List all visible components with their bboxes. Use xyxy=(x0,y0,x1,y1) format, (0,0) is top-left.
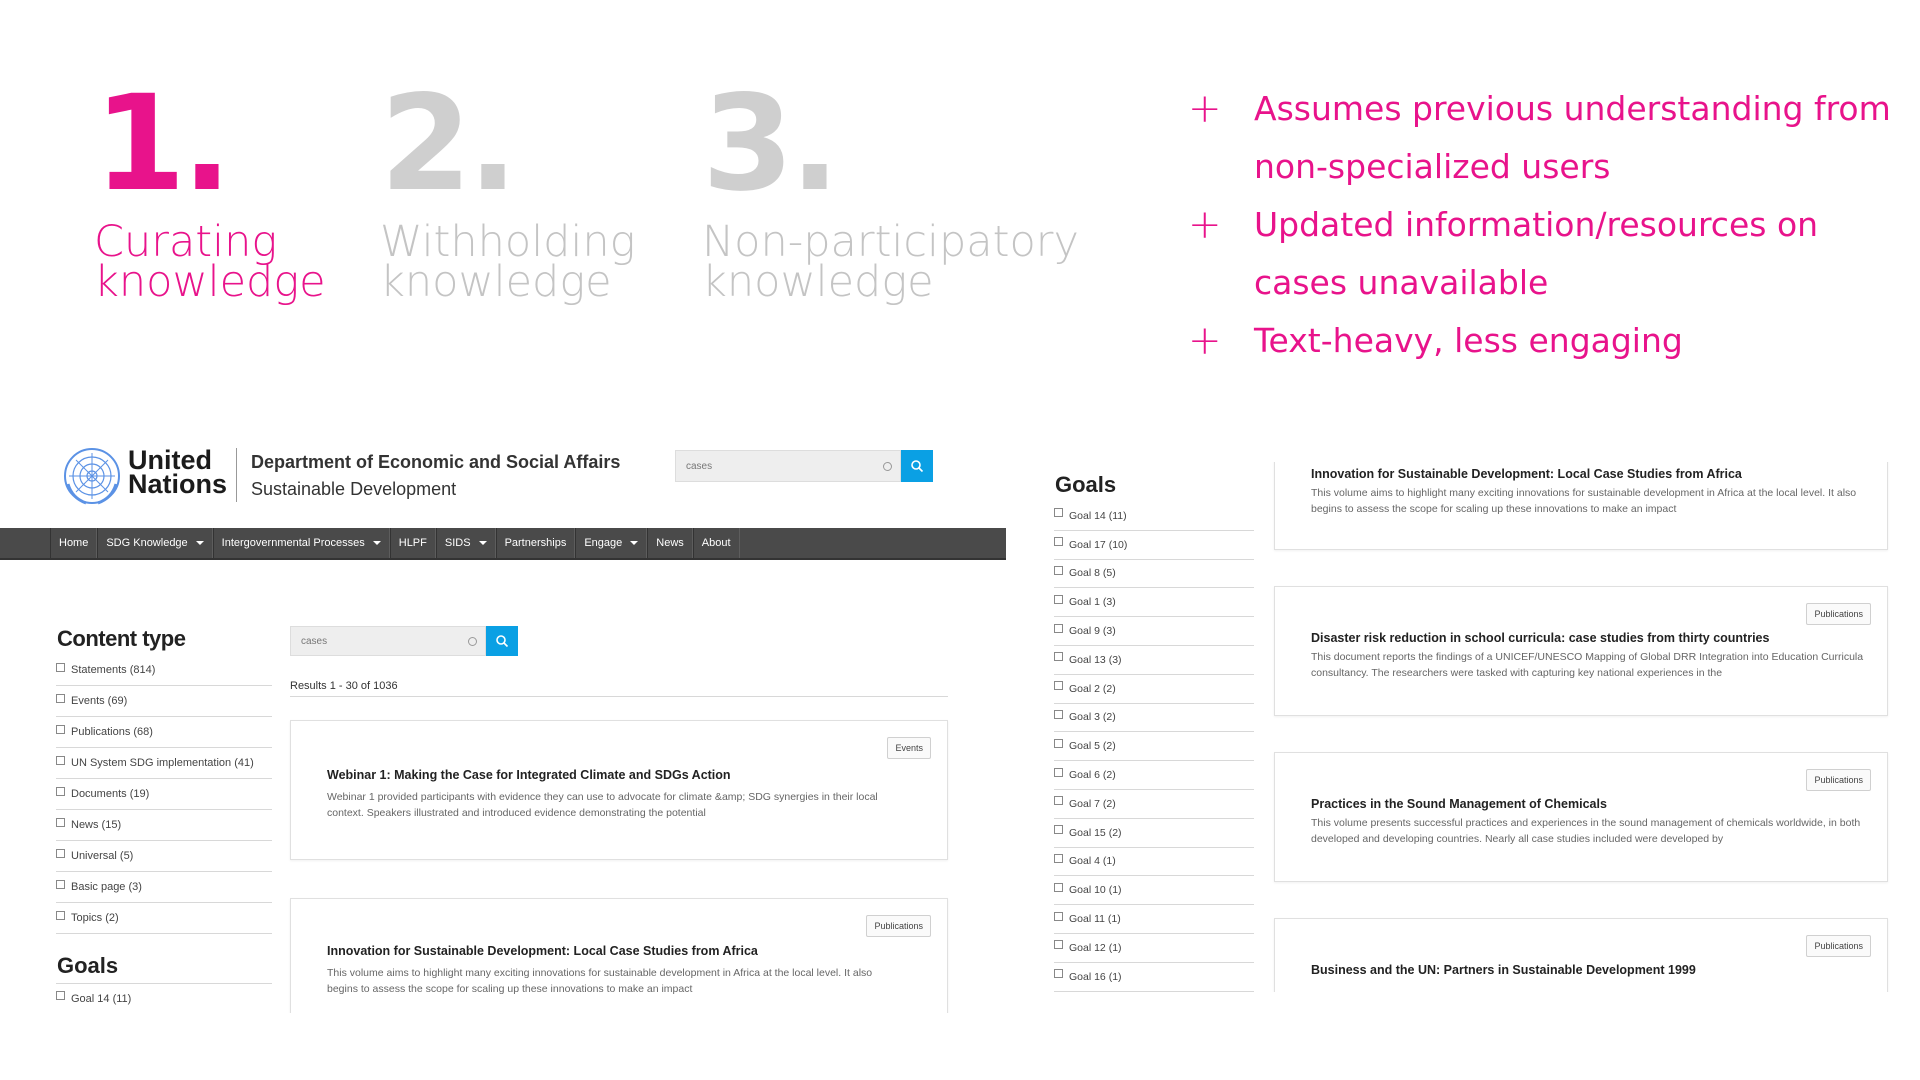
checkbox[interactable] xyxy=(1054,739,1063,748)
facet-label: Goal 6 (2) xyxy=(1069,769,1116,782)
step-label xyxy=(702,217,1079,307)
facet-item[interactable] xyxy=(56,983,272,1013)
facet-label: Goal 10 (1) xyxy=(1069,884,1122,897)
facet-item[interactable] xyxy=(1054,848,1254,877)
facet-label: Events (69) xyxy=(71,695,128,707)
nav-label: SDG Knowledge xyxy=(106,537,188,549)
nav-news[interactable] xyxy=(647,528,693,558)
nav-label: About xyxy=(701,537,731,549)
main-navbar xyxy=(0,528,1006,560)
facet-item[interactable] xyxy=(1054,761,1254,790)
step-3 xyxy=(702,67,1079,307)
un-wordmark-line: United xyxy=(128,445,212,475)
checkbox[interactable] xyxy=(1054,796,1063,805)
checkbox[interactable] xyxy=(56,911,65,920)
facet-item[interactable] xyxy=(56,717,272,748)
result-title[interactable]: Practices in the Sound Management of Chemicals xyxy=(1311,797,1607,811)
result-title[interactable]: Innovation for Sustainable Development: Local Case Studies from Africa xyxy=(327,944,758,958)
facet-label: Goal 4 (1) xyxy=(1069,855,1116,868)
checkbox[interactable] xyxy=(56,991,65,1000)
facet-item[interactable] xyxy=(1054,531,1254,560)
search-button[interactable] xyxy=(486,626,518,656)
facet-item[interactable] xyxy=(1054,905,1254,934)
department-subtitle[interactable]: Sustainable Development xyxy=(251,479,457,499)
step-label-line: knowledge xyxy=(94,257,326,307)
checkbox[interactable] xyxy=(56,787,65,796)
checkbox[interactable] xyxy=(1054,854,1063,863)
department-title[interactable]: Department of Economic and Social Affairs xyxy=(251,452,621,472)
facet-label: Goal 12 (1) xyxy=(1069,941,1122,954)
facet-label: Goal 9 (3) xyxy=(1069,625,1116,638)
checkbox[interactable] xyxy=(1054,710,1063,719)
caret-down-icon xyxy=(630,541,638,545)
checkbox[interactable] xyxy=(1054,566,1063,575)
facet-label: Goal 8 (5) xyxy=(1069,567,1116,580)
plus-icon: + xyxy=(1188,202,1222,248)
step-label xyxy=(380,217,636,307)
facet-item[interactable] xyxy=(1054,819,1254,848)
facet-item[interactable] xyxy=(1054,963,1254,992)
facet-item[interactable] xyxy=(1054,876,1254,905)
checkbox[interactable] xyxy=(56,849,65,858)
content-type-badge[interactable]: Publications xyxy=(1806,769,1871,791)
facet-item[interactable] xyxy=(1054,934,1254,963)
plus-icon: + xyxy=(1188,318,1222,364)
description-line: consultancy. The researchers were tasked with capturing key national experiences in the xyxy=(1311,667,1723,679)
search-page-scrolled-screenshot xyxy=(1050,462,1900,992)
checkbox[interactable] xyxy=(1054,883,1063,892)
bullet-item xyxy=(1188,196,1908,312)
search-icon xyxy=(910,459,924,473)
checkbox[interactable] xyxy=(56,756,65,765)
checkbox[interactable] xyxy=(56,725,65,734)
result-title[interactable]: Business and the UN: Partners in Sustainable Development 1999 xyxy=(1311,963,1696,977)
facet-item[interactable] xyxy=(1054,560,1254,589)
checkbox[interactable] xyxy=(56,694,65,703)
checkbox[interactable] xyxy=(1054,595,1063,604)
un-emblem-icon[interactable] xyxy=(62,446,122,506)
content-type-badge[interactable]: Publications xyxy=(1806,935,1871,957)
facet-item[interactable] xyxy=(56,748,272,779)
description-line: begins to assess the scope for scaling up these innovations to make an impact xyxy=(327,983,693,995)
facet-label: Universal (5) xyxy=(71,850,134,862)
facet-label: UN System SDG implementation (41) xyxy=(71,757,254,769)
header-search-input[interactable] xyxy=(676,451,900,481)
bullet-item xyxy=(1188,312,1908,370)
nav-about[interactable] xyxy=(693,528,740,558)
content-type-heading: Content type xyxy=(57,626,186,651)
goals-facet-list xyxy=(56,983,272,1013)
facet-label: Goal 7 (2) xyxy=(1069,797,1116,810)
facet-label: Goal 17 (10) xyxy=(1069,538,1128,551)
checkbox[interactable] xyxy=(1054,652,1063,661)
goals-facet-list xyxy=(1054,502,1254,992)
search-box xyxy=(290,626,486,656)
facet-label: Goal 5 (2) xyxy=(1069,740,1116,753)
content-type-badge[interactable]: Publications xyxy=(1806,603,1871,625)
nav-label: Partnerships xyxy=(504,537,567,549)
description-line: context. Speakers illustrated and introduced evidence demonstrating the potential xyxy=(327,807,706,819)
facet-label: Goal 13 (3) xyxy=(1069,653,1122,666)
result-card[interactable] xyxy=(1274,752,1888,882)
facet-item[interactable] xyxy=(56,779,272,810)
caret-down-icon xyxy=(479,541,487,545)
checkbox[interactable] xyxy=(56,663,65,672)
result-description xyxy=(1311,815,1860,847)
content-type-badge[interactable]: Events xyxy=(887,737,931,759)
nav-label: Home xyxy=(59,537,89,549)
nav-label: News xyxy=(656,537,684,549)
result-title[interactable]: Webinar 1: Making the Case for Integrated Climate and SDGs Action xyxy=(327,768,731,782)
facet-label: Goal 11 (1) xyxy=(1069,913,1121,926)
content-type-badge[interactable]: Publications xyxy=(866,915,931,937)
description-line: This document reports the findings of a UNICEF/UNESCO Mapping of Global DRR Integration into Education Curricula xyxy=(1311,651,1864,663)
description-line: This volume aims to highlight many exciting innovations for sustainable development in Africa at the local level. It also xyxy=(1311,487,1857,499)
facet-item[interactable] xyxy=(1054,502,1254,531)
result-description xyxy=(1311,649,1863,681)
facet-item[interactable] xyxy=(1054,732,1254,761)
result-description xyxy=(327,965,872,997)
result-card[interactable] xyxy=(1274,462,1888,550)
description-line: developed and developing countries. Nearly all case studies included were developed by xyxy=(1311,833,1724,845)
results-count: Results 1 - 30 of 1036 xyxy=(290,680,398,692)
nav-partnerships[interactable] xyxy=(496,528,576,558)
nav-label: HLPF xyxy=(398,537,427,549)
step-label-line: Curating xyxy=(94,217,278,267)
nav-sdg-knowledge[interactable] xyxy=(97,528,212,558)
checkbox[interactable] xyxy=(56,818,65,827)
checkbox[interactable] xyxy=(56,880,65,889)
facet-label: Publications (68) xyxy=(71,726,153,738)
step-number: 2. xyxy=(380,67,514,221)
bullet-text: Text-heavy, less engaging xyxy=(1254,321,1683,360)
facet-label: Basic page (3) xyxy=(71,881,142,893)
facet-item[interactable] xyxy=(56,872,272,903)
header-divider xyxy=(236,448,237,502)
loading-icon xyxy=(883,462,892,471)
nav-label: Engage xyxy=(584,537,623,549)
header-search-button[interactable] xyxy=(901,450,933,482)
facet-label: Goal 16 (1) xyxy=(1069,970,1122,983)
goals-heading: Goals xyxy=(57,953,119,978)
result-card[interactable] xyxy=(1274,586,1888,716)
bullet-text: Updated information/resources on cases unavailable xyxy=(1254,205,1819,302)
search-input[interactable] xyxy=(291,627,485,655)
checkbox[interactable] xyxy=(1054,508,1063,517)
step-label xyxy=(94,217,326,307)
facet-item[interactable] xyxy=(1054,790,1254,819)
checkbox[interactable] xyxy=(1054,912,1063,921)
nav-intergovernmental-processes[interactable] xyxy=(213,528,390,558)
result-description xyxy=(327,789,878,821)
facet-label: Documents (19) xyxy=(71,788,150,800)
facet-item[interactable] xyxy=(56,655,272,686)
bullet-item xyxy=(1188,80,1908,196)
header-search-box xyxy=(675,450,901,482)
step-2 xyxy=(380,67,636,307)
facet-label: Goal 14 (11) xyxy=(71,992,132,1005)
description-line: This volume aims to highlight many exciting innovations for sustainable development in Africa at the local level. It also xyxy=(327,967,873,979)
checkbox[interactable] xyxy=(1054,825,1063,834)
nav-label: Intergovernmental Processes xyxy=(221,537,365,549)
nav-hlpf[interactable] xyxy=(390,528,436,558)
checkbox[interactable] xyxy=(1054,940,1063,949)
facet-item[interactable] xyxy=(1054,704,1254,733)
facet-item[interactable] xyxy=(1054,617,1254,646)
search-page-screenshot xyxy=(0,438,1006,1013)
facet-item[interactable] xyxy=(56,686,272,717)
loading-icon xyxy=(468,637,477,646)
result-card[interactable] xyxy=(1274,918,1888,992)
facet-label: Topics (2) xyxy=(71,912,119,924)
step-number: 1. xyxy=(94,67,228,221)
facet-label: Goal 2 (2) xyxy=(1069,682,1116,695)
description-line: begins to assess the scope for scaling up these innovations to make an impact xyxy=(1311,503,1677,515)
bullet-text: Assumes previous understanding from non-specialized users xyxy=(1254,89,1891,186)
facet-label: News (15) xyxy=(71,819,122,831)
result-title[interactable]: Innovation for Sustainable Development: Local Case Studies from Africa xyxy=(1311,467,1742,481)
result-card[interactable] xyxy=(290,720,948,860)
nav-sids[interactable] xyxy=(436,528,496,558)
goals-heading: Goals xyxy=(1055,472,1117,497)
result-description xyxy=(1311,485,1856,517)
step-label-line: knowledge xyxy=(702,257,934,307)
facet-label: Goal 14 (11) xyxy=(1069,509,1127,522)
facet-item[interactable] xyxy=(56,841,272,872)
result-card[interactable] xyxy=(290,898,948,1013)
step-label-line: knowledge xyxy=(380,257,612,307)
checkbox[interactable] xyxy=(1054,969,1063,978)
content-type-facet-list xyxy=(56,655,272,934)
results-divider xyxy=(290,696,948,697)
step-1 xyxy=(94,67,326,307)
facet-item[interactable] xyxy=(56,903,272,934)
facet-item[interactable] xyxy=(1054,588,1254,617)
un-wordmark-line: Nations xyxy=(128,469,228,499)
caret-down-icon xyxy=(373,541,381,545)
facet-item[interactable] xyxy=(1054,675,1254,704)
nav-label: SIDS xyxy=(444,537,471,549)
un-wordmark[interactable] xyxy=(128,445,228,499)
facet-label: Goal 1 (3) xyxy=(1069,596,1116,609)
facet-item[interactable] xyxy=(1054,646,1254,675)
step-label-line: Non-participatory xyxy=(702,217,1079,267)
search-icon xyxy=(495,634,509,648)
checkbox[interactable] xyxy=(1054,537,1063,546)
facet-item[interactable] xyxy=(56,810,272,841)
facet-label: Goal 3 (2) xyxy=(1069,711,1116,724)
nav-engage[interactable] xyxy=(575,528,647,558)
description-line: This volume presents successful practices and experiences in the sound management of chemicals worldwide, in both xyxy=(1311,817,1861,829)
result-title[interactable]: Disaster risk reduction in school curricula: case studies from thirty countries xyxy=(1311,631,1770,645)
facet-label: Goal 15 (2) xyxy=(1069,826,1122,839)
plus-icon: + xyxy=(1188,86,1222,132)
step-number: 3. xyxy=(702,67,836,221)
description-line: Webinar 1 provided participants with evidence they can use to advocate for climate &amp; SDG synergies in their local xyxy=(327,791,878,803)
checkbox[interactable] xyxy=(1054,624,1063,633)
bullet-list xyxy=(1188,80,1908,370)
checkbox[interactable] xyxy=(1054,768,1063,777)
caret-down-icon xyxy=(196,541,204,545)
facet-label: Statements (814) xyxy=(71,664,156,676)
nav-home[interactable] xyxy=(50,528,97,558)
step-label-line: Withholding xyxy=(380,217,636,267)
checkbox[interactable] xyxy=(1054,681,1063,690)
